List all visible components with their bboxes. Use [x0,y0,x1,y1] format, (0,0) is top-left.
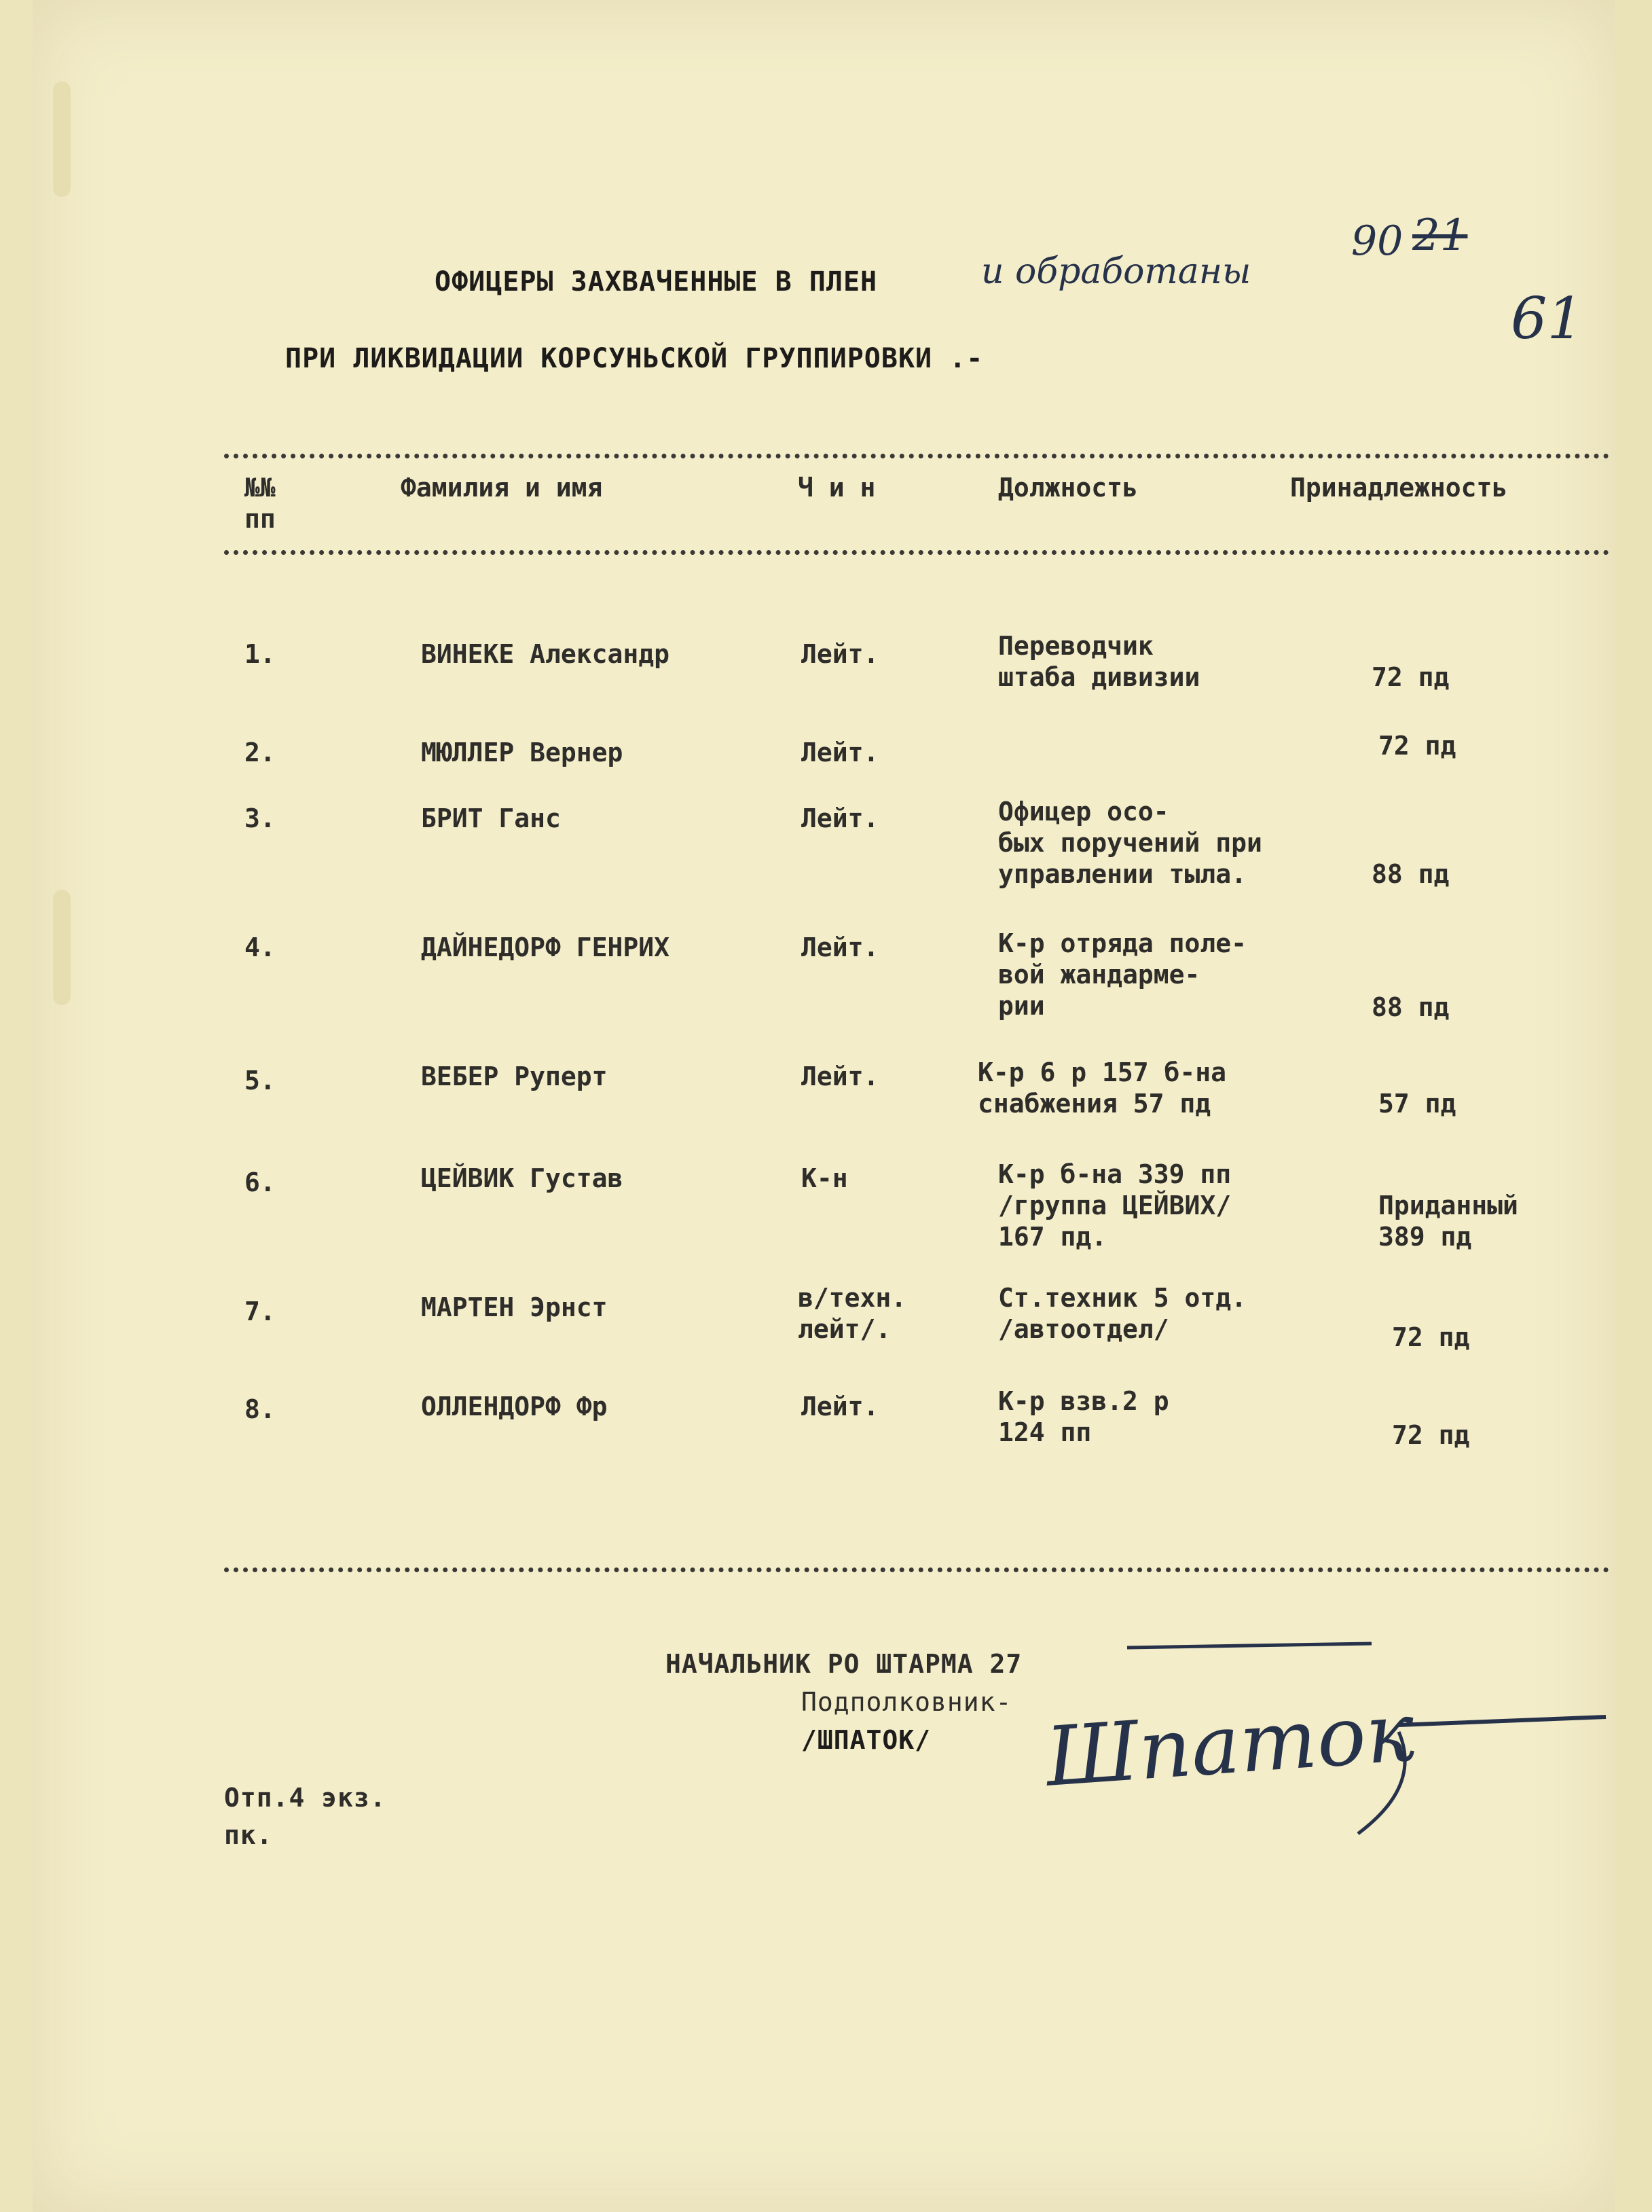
row-7-affiliation: 72 пд [1392,1322,1470,1352]
row-2-affiliation: 72 пд [1378,731,1456,761]
row-1-position: Переводчик штаба дивизии [998,631,1200,692]
row-4-name: ДАЙНЕДОРФ ГЕНРИХ [421,932,670,962]
table-top-rule [224,454,1609,458]
row-1-number: 1. [244,639,276,669]
row-7-rank: в/техн. лейт/. [798,1283,907,1344]
row-6-affiliation: Приданный 389 пд [1378,1191,1518,1252]
row-8-affiliation: 72 пд [1392,1420,1470,1450]
row-5-name: ВЕБЕР Руперт [421,1062,608,1091]
header-affiliation: Принадлежность [1290,473,1508,503]
row-6-rank: К-н [801,1163,848,1193]
row-3-affiliation: 88 пд [1372,859,1450,889]
footer-copies: Отп.4 экз. [224,1783,386,1813]
row-8-number: 8. [244,1394,276,1424]
row-3-name: БРИТ Ганс [421,803,561,833]
row-5-affiliation: 57 пд [1378,1089,1456,1119]
row-6-name: ЦЕЙВИК Густав [421,1163,623,1193]
row-2-rank: Лейт. [801,738,879,767]
row-5-number: 5. [244,1066,276,1095]
row-1-affiliation: 72 пд [1372,662,1450,692]
paper-edge-left [0,0,33,2212]
row-6-number: 6. [244,1167,276,1197]
punch-hole [53,81,71,197]
archive-mark-bottom: 61 [1511,285,1583,352]
signature-rank: Подполковник- [801,1687,1012,1717]
header-position: Должность [998,473,1138,503]
row-2-name: МЮЛЛЕР Вернер [421,738,623,767]
handwritten-signature: Шпаток [1042,1685,1418,1805]
punch-hole [53,890,71,1005]
signature-title: НАЧАЛЬНИК РО ШТАРМА 27 [665,1649,1023,1679]
row-7-name: МАРТЕН Эрнст [421,1292,608,1322]
paper-edge-right [1615,0,1652,2212]
header-name: Фамилия и имя [401,473,603,503]
table-bottom-rule [224,1567,1609,1572]
row-3-number: 3. [244,803,276,833]
document-sheet [33,0,1615,2212]
row-1-rank: Лейт. [801,639,879,669]
row-7-position: Ст.техник 5 отд. /автоотдел/ [998,1283,1247,1344]
row-1-name: ВИНЕКЕ Александр [421,639,670,669]
row-4-number: 4. [244,932,276,962]
row-4-position: К-р отряда поле- вой жандарме- рии [998,928,1247,1021]
signature-strokes [1100,1630,1616,1847]
table-header-rule [224,550,1609,555]
row-8-name: ОЛЛЕНДОРФ Фр [421,1392,608,1421]
footer-typist: пк. [224,1820,273,1850]
row-3-position: Офицер осо- бых поручений при управлении тыла. [998,797,1262,889]
archive-mark-struck: 21 [1412,211,1468,261]
row-2-number: 2. [244,738,276,767]
header-number: №№ пп [244,473,276,534]
row-6-position: К-р б-на 339 пп /группа ЦЕЙВИХ/ 167 пд. [998,1159,1232,1252]
header-rank: Ч и н [798,473,876,503]
heading-line-1: ОФИЦЕРЫ ЗАХВАЧЕННЫЕ В ПЛЕН [435,266,878,297]
heading-handwritten-note: и обработаны [981,251,1251,292]
row-8-rank: Лейт. [801,1392,879,1421]
heading-line-2: ПРИ ЛИКВИДАЦИИ КОРСУНЬСКОЙ ГРУППИРОВКИ .- [285,343,984,374]
row-8-position: К-р взв.2 р 124 пп [998,1386,1169,1447]
row-4-rank: Лейт. [801,932,879,962]
row-3-rank: Лейт. [801,803,879,833]
signature-name-typed: /ШПАТОК/ [801,1725,932,1755]
row-4-affiliation: 88 пд [1372,992,1450,1022]
row-5-rank: Лейт. [801,1062,879,1091]
archive-mark-top: 90 [1351,217,1403,265]
row-7-number: 7. [244,1297,276,1326]
row-5-position: К-р 6 р 157 б-на снабжения 57 пд [978,1057,1227,1119]
